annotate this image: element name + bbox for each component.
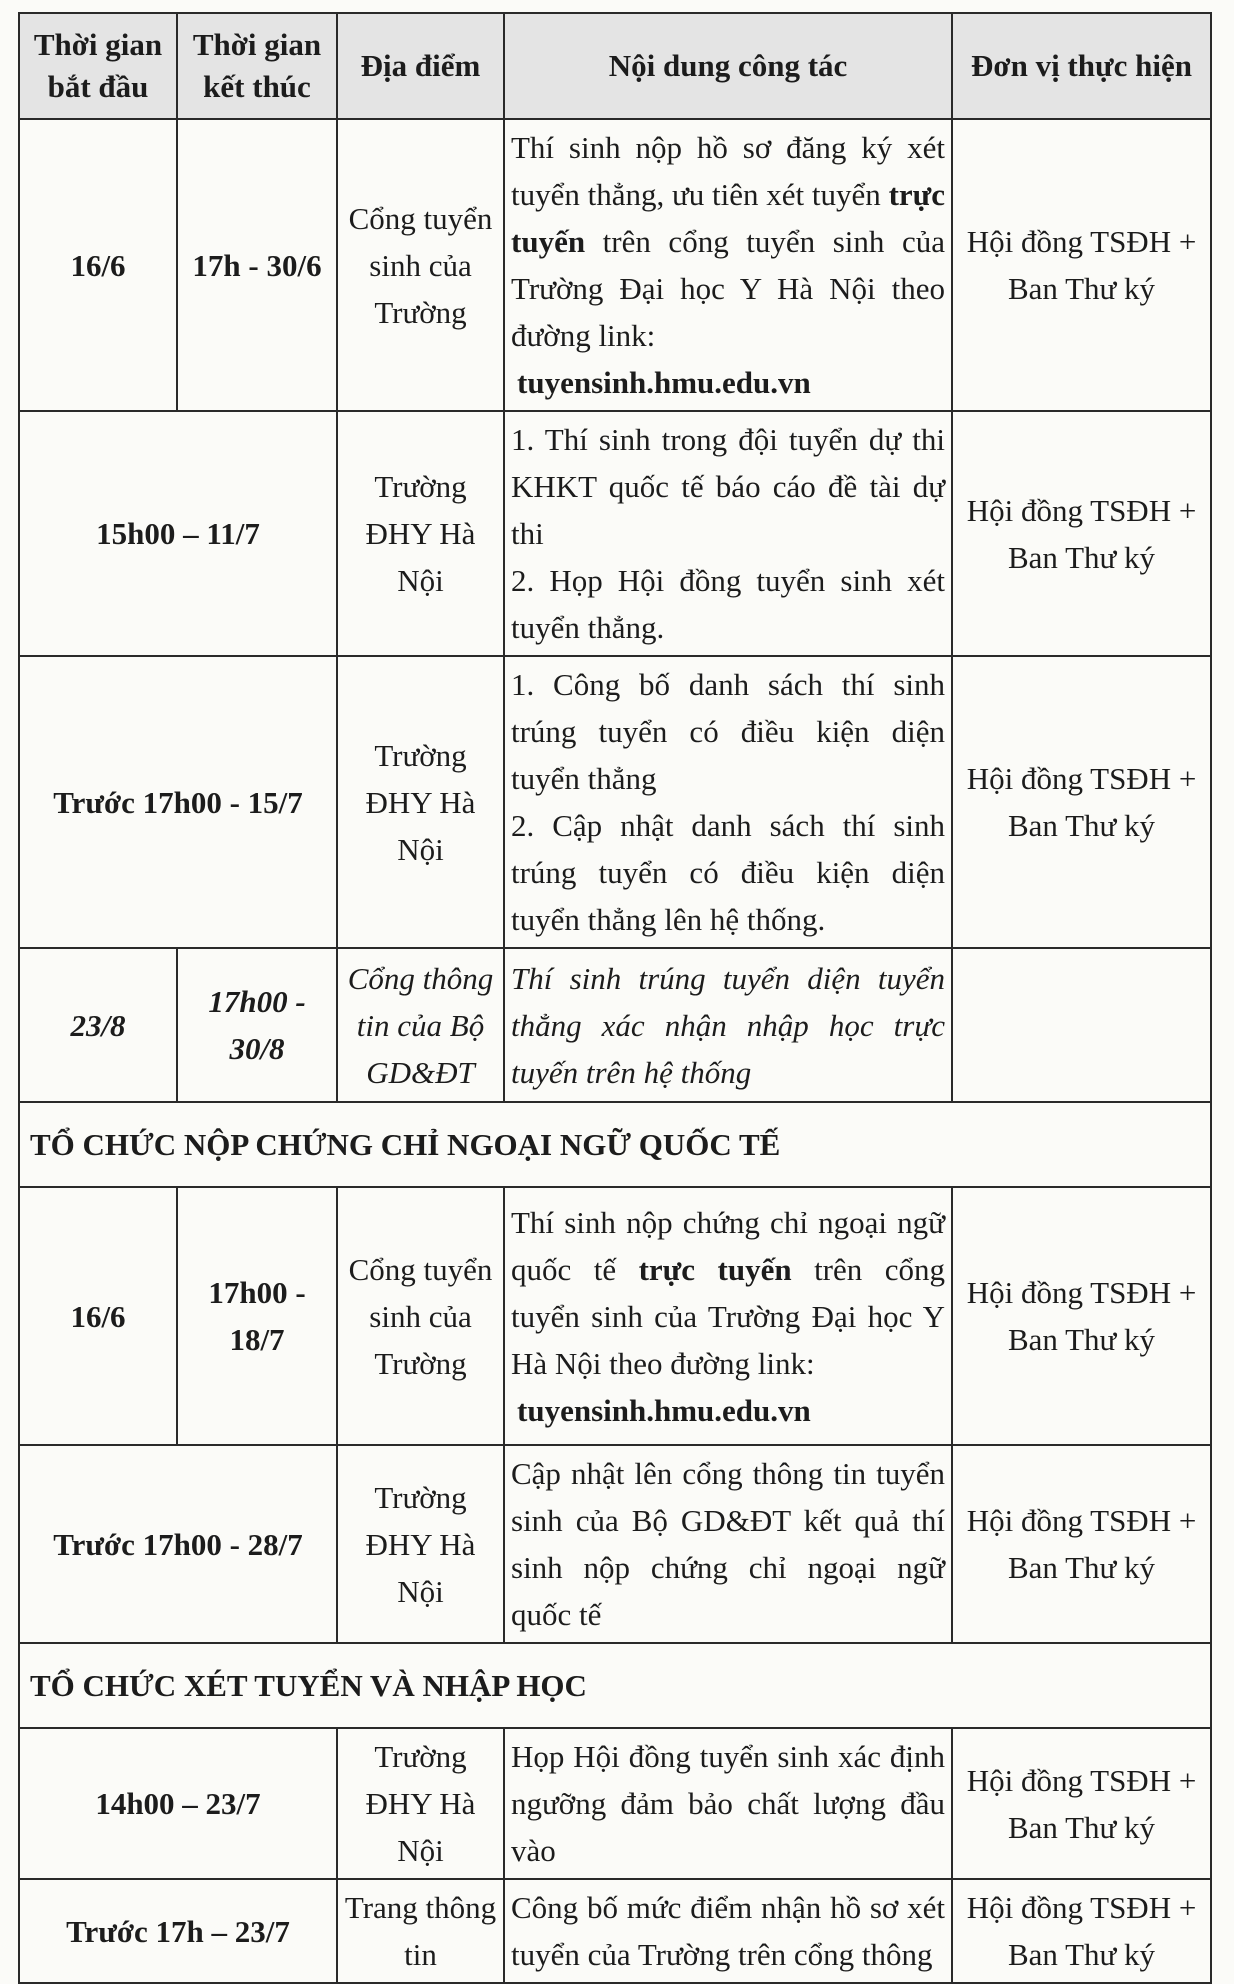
cell-content: Cập nhật lên cổng thông tin tuyển sinh của Bộ GD&ĐT kết quả thí sinh nộp chứng chỉ ngoại ngữ quốc tế xyxy=(504,1445,952,1643)
content-text: trên cổng tuyển sinh của Trường Đại học Y Hà Nội theo đường link: xyxy=(511,224,945,353)
section-title: TỔ CHỨC NỘP CHỨNG CHỈ NGOẠI NGỮ QUỐC TẾ xyxy=(19,1102,1211,1187)
header-unit: Đơn vị thực hiện xyxy=(952,13,1211,119)
cell-content xyxy=(504,1187,952,1445)
header-start-time: Thời gian bắt đầu xyxy=(19,13,177,119)
content-line: 2. Họp Hội đồng tuyển sinh xét tuyển thẳng. xyxy=(511,563,945,645)
cell-content: Công bố mức điểm nhận hồ sơ xét tuyển của Trường trên cổng thông xyxy=(504,1879,952,1983)
cell-content xyxy=(504,119,952,411)
cell-unit: Hội đồng TSĐH + Ban Thư ký xyxy=(952,1445,1211,1643)
cell-start: 23/8 xyxy=(19,948,177,1102)
content-text: trên cổng tuyển sinh của Trường Đại học Y Hà Nội theo đường link: xyxy=(511,1251,945,1381)
content-line: 1. Công bố danh sách thí sinh trúng tuyển có điều kiện diện tuyển thẳng xyxy=(511,667,945,796)
cell-content xyxy=(504,656,952,948)
header-content: Nội dung công tác xyxy=(504,13,952,119)
cell-start: 16/6 xyxy=(19,1187,177,1445)
header-row xyxy=(19,13,1211,119)
cell-place: Trường ĐHY Hà Nội xyxy=(337,411,504,656)
cell-time: Trước 17h00 - 28/7 xyxy=(19,1445,337,1643)
cell-place: Cổng tuyển sinh của Trường xyxy=(337,119,504,411)
content-text: Thí sinh nộp hồ sơ đăng ký xét tuyển thẳng, ưu tiên xét tuyển xyxy=(511,130,945,212)
content-line: 1. Thí sinh trong đội tuyển dự thi KHKT quốc tế báo cáo đề tài dự thi xyxy=(511,422,945,551)
table-row xyxy=(19,656,1211,948)
content-text: Thí sinh nộp chứng chỉ ngoại ngữ quốc tế xyxy=(511,1204,945,1287)
content-bold: trực tuyến xyxy=(638,1251,792,1287)
table-row xyxy=(19,1879,1211,1983)
table-row xyxy=(19,411,1211,656)
cell-unit xyxy=(952,948,1211,1102)
table-row xyxy=(19,948,1211,1102)
cell-time: 15h00 – 11/7 xyxy=(19,411,337,656)
cell-time: Trước 17h00 - 15/7 xyxy=(19,656,337,948)
cell-unit: Hội đồng TSĐH + Ban Thư ký xyxy=(952,1879,1211,1983)
cell-end: 17h00 - 30/8 xyxy=(177,948,337,1102)
cell-content: Họp Hội đồng tuyển sinh xác định ngưỡng đảm bảo chất lượng đầu vào xyxy=(504,1728,952,1879)
section-row xyxy=(19,1643,1211,1728)
table-row xyxy=(19,119,1211,411)
registration-link: tuyensinh.hmu.edu.vn xyxy=(517,365,811,400)
table-row xyxy=(19,1445,1211,1643)
cell-time: Trước 17h – 23/7 xyxy=(19,1879,337,1983)
cell-end: 17h - 30/6 xyxy=(177,119,337,411)
cell-content xyxy=(504,411,952,656)
cell-unit: Hội đồng TSĐH + Ban Thư ký xyxy=(952,119,1211,411)
header-place: Địa điểm xyxy=(337,13,504,119)
cell-content: Thí sinh trúng tuyển diện tuyển thẳng xác nhận nhập học trực tuyến trên hệ thống xyxy=(504,948,952,1102)
cell-place: Cổng tuyển sinh của Trường xyxy=(337,1187,504,1445)
content-line: 2. Cập nhật danh sách thí sinh trúng tuyển có điều kiện diện tuyển thẳng lên hệ thống. xyxy=(511,808,945,937)
cell-start: 16/6 xyxy=(19,119,177,411)
cell-place: Cổng thông tin của Bộ GD&ĐT xyxy=(337,948,504,1102)
cell-end: 17h00 - 18/7 xyxy=(177,1187,337,1445)
cell-unit: Hội đồng TSĐH + Ban Thư ký xyxy=(952,656,1211,948)
table-row xyxy=(19,1728,1211,1879)
cell-place: Trường ĐHY Hà Nội xyxy=(337,1728,504,1879)
registration-link: tuyensinh.hmu.edu.vn xyxy=(517,1392,811,1428)
schedule-table xyxy=(18,12,1212,1984)
cell-unit: Hội đồng TSĐH + Ban Thư ký xyxy=(952,1187,1211,1445)
cell-place: Trường ĐHY Hà Nội xyxy=(337,1445,504,1643)
cell-place: Trang thông tin xyxy=(337,1879,504,1983)
section-title: TỔ CHỨC XÉT TUYỂN VÀ NHẬP HỌC xyxy=(19,1643,1211,1728)
cell-time: 14h00 – 23/7 xyxy=(19,1728,337,1879)
cell-unit: Hội đồng TSĐH + Ban Thư ký xyxy=(952,411,1211,656)
table-row xyxy=(19,1187,1211,1445)
content-bold: trực tuyến xyxy=(511,177,946,259)
cell-unit: Hội đồng TSĐH + Ban Thư ký xyxy=(952,1728,1211,1879)
header-end-time: Thời gian kết thúc xyxy=(177,13,337,119)
section-row xyxy=(19,1102,1211,1187)
cell-place: Trường ĐHY Hà Nội xyxy=(337,656,504,948)
